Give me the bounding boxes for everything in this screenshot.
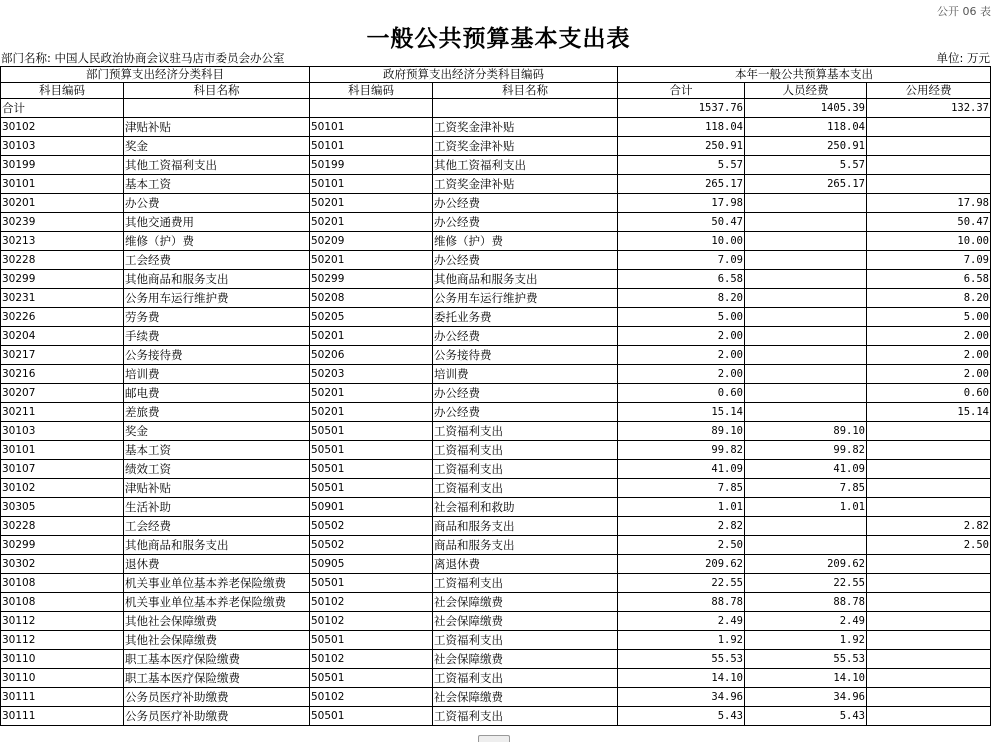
public-cell [867, 631, 991, 650]
dept-name-cell: 公务员医疗补助缴费 [124, 688, 310, 707]
gov-name-cell: 工资福利支出 [433, 707, 618, 726]
gov-name-cell: 工资福利支出 [433, 441, 618, 460]
total-cell: 89.10 [618, 422, 745, 441]
total-cell: 10.00 [618, 232, 745, 251]
dept-name-cell: 公务接待费 [124, 346, 310, 365]
public-cell: 2.00 [867, 327, 991, 346]
total-cell: 5.57 [618, 156, 745, 175]
dept-name-cell: 培训费 [124, 365, 310, 384]
gov-code-cell: 50101 [310, 137, 433, 156]
personnel-cell: 55.53 [745, 650, 867, 669]
public-cell [867, 479, 991, 498]
header-gov-code: 科目编码 [310, 83, 433, 99]
total-cell: 6.58 [618, 270, 745, 289]
dept-name-cell: 奖金 [124, 422, 310, 441]
gov-code-cell: 50501 [310, 631, 433, 650]
dept-name-cell: 其他社会保障缴费 [124, 631, 310, 650]
table-row [1, 365, 991, 384]
empty-cell [433, 99, 618, 118]
table-row [1, 574, 991, 593]
dept-code-cell: 30305 [1, 498, 124, 517]
total-cell: 99.82 [618, 441, 745, 460]
gov-name-cell: 工资奖金津补贴 [433, 137, 618, 156]
gov-name-cell: 工资福利支出 [433, 422, 618, 441]
dept-code-cell: 30199 [1, 156, 124, 175]
table-row [1, 156, 991, 175]
gov-name-cell: 社会保障缴费 [433, 593, 618, 612]
gov-name-cell: 社会保障缴费 [433, 688, 618, 707]
gov-name-cell: 工资福利支出 [433, 479, 618, 498]
public-cell [867, 441, 991, 460]
table-row [1, 175, 991, 194]
public-cell [867, 669, 991, 688]
public-cell: 7.09 [867, 251, 991, 270]
total-cell: 5.43 [618, 707, 745, 726]
public-cell [867, 612, 991, 631]
empty-cell [124, 99, 310, 118]
dept-code-cell: 30108 [1, 574, 124, 593]
total-cell: 7.09 [618, 251, 745, 270]
total-cell: 2.00 [618, 346, 745, 365]
gov-name-cell: 工资奖金津补贴 [433, 118, 618, 137]
gov-code-cell: 50501 [310, 574, 433, 593]
personnel-cell [745, 536, 867, 555]
personnel-cell [745, 346, 867, 365]
gov-name-cell: 工资福利支出 [433, 460, 618, 479]
personnel-cell [745, 289, 867, 308]
gov-name-cell: 工资福利支出 [433, 669, 618, 688]
gov-code-cell: 50102 [310, 593, 433, 612]
total-cell: 1.01 [618, 498, 745, 517]
dept-name-cell: 机关事业单位基本养老保险缴费 [124, 574, 310, 593]
dept-name-cell: 其他工资福利支出 [124, 156, 310, 175]
public-cell: 5.00 [867, 308, 991, 327]
total-cell: 209.62 [618, 555, 745, 574]
gov-name-cell: 公务用车运行维护费 [433, 289, 618, 308]
dept-name-cell: 公务员医疗补助缴费 [124, 707, 310, 726]
personnel-cell: 265.17 [745, 175, 867, 194]
total-cell: 250.91 [618, 137, 745, 156]
gov-name-cell: 工资奖金津补贴 [433, 175, 618, 194]
public-cell: 2.00 [867, 346, 991, 365]
table-row [1, 707, 991, 726]
header-personnel: 人员经费 [745, 83, 867, 99]
dept-code-cell: 30112 [1, 631, 124, 650]
dept-code-cell: 30101 [1, 441, 124, 460]
public-cell [867, 118, 991, 137]
table-row [1, 536, 991, 555]
personnel-cell: 41.09 [745, 460, 867, 479]
gov-code-cell: 50501 [310, 479, 433, 498]
gov-code-cell: 50502 [310, 517, 433, 536]
personnel-cell: 14.10 [745, 669, 867, 688]
dept-code-cell: 30226 [1, 308, 124, 327]
dept-code-cell: 30110 [1, 669, 124, 688]
gov-name-cell: 社会保障缴费 [433, 612, 618, 631]
gov-name-cell: 工资福利支出 [433, 574, 618, 593]
personnel-cell: 5.57 [745, 156, 867, 175]
unit-label: 单位: 万元 [936, 51, 990, 65]
total-cell: 15.14 [618, 403, 745, 422]
total-cell: 265.17 [618, 175, 745, 194]
personnel-cell: 1.01 [745, 498, 867, 517]
header-total: 合计 [618, 83, 745, 99]
personnel-cell: 209.62 [745, 555, 867, 574]
public-cell [867, 555, 991, 574]
dept-code-cell: 30108 [1, 593, 124, 612]
gov-name-cell: 办公经费 [433, 327, 618, 346]
gov-code-cell: 50201 [310, 213, 433, 232]
personnel-cell [745, 365, 867, 384]
public-cell: 8.20 [867, 289, 991, 308]
table-row [1, 669, 991, 688]
dept-code-cell: 30102 [1, 479, 124, 498]
budget-table [0, 66, 991, 726]
table-row [1, 118, 991, 137]
department-name: 部门名称: 中国人民政治协商会议驻马店市委员会办公室 [1, 51, 285, 65]
gov-name-cell: 公务接待费 [433, 346, 618, 365]
total-cell: 2.82 [618, 517, 745, 536]
public-cell [867, 593, 991, 612]
gov-code-cell: 50201 [310, 384, 433, 403]
gov-code-cell: 50208 [310, 289, 433, 308]
dept-name-cell: 手续费 [124, 327, 310, 346]
dept-code-cell: 30103 [1, 422, 124, 441]
personnel-cell: 250.91 [745, 137, 867, 156]
total-row [1, 99, 991, 118]
dept-name-cell: 基本工资 [124, 441, 310, 460]
total-cell: 2.00 [618, 327, 745, 346]
dept-code-cell: 30239 [1, 213, 124, 232]
dept-code-cell: 30101 [1, 175, 124, 194]
header-gov-group: 政府预算支出经济分类科目编码 [310, 67, 618, 83]
dept-name-cell: 职工基本医疗保险缴费 [124, 669, 310, 688]
table-row [1, 441, 991, 460]
header-column-row [1, 83, 991, 99]
dept-code-cell: 30103 [1, 137, 124, 156]
personnel-cell: 22.55 [745, 574, 867, 593]
personnel-cell: 89.10 [745, 422, 867, 441]
dept-code-cell: 30228 [1, 517, 124, 536]
gov-name-cell: 办公经费 [433, 403, 618, 422]
gov-name-cell: 办公经费 [433, 251, 618, 270]
personnel-cell: 118.04 [745, 118, 867, 137]
table-row [1, 384, 991, 403]
dept-name-cell: 办公费 [124, 194, 310, 213]
table-row [1, 650, 991, 669]
public-cell [867, 460, 991, 479]
gov-code-cell: 50102 [310, 650, 433, 669]
personnel-cell [745, 517, 867, 536]
public-cell [867, 422, 991, 441]
dept-name-cell: 其他商品和服务支出 [124, 536, 310, 555]
table-row [1, 346, 991, 365]
table-row [1, 631, 991, 650]
header-dept-code: 科目编码 [1, 83, 124, 99]
dept-name-cell: 工会经费 [124, 517, 310, 536]
gov-code-cell: 50501 [310, 422, 433, 441]
table-row [1, 593, 991, 612]
gov-code-cell: 50101 [310, 175, 433, 194]
dept-name-cell: 津贴补贴 [124, 479, 310, 498]
public-cell [867, 707, 991, 726]
public-cell: 0.60 [867, 384, 991, 403]
gov-name-cell: 其他工资福利支出 [433, 156, 618, 175]
dept-name-cell: 其他交通费用 [124, 213, 310, 232]
dept-code-cell: 30204 [1, 327, 124, 346]
gov-code-cell: 50102 [310, 612, 433, 631]
table-row [1, 327, 991, 346]
public-cell [867, 688, 991, 707]
gov-name-cell: 离退休费 [433, 555, 618, 574]
dept-name-cell: 生活补助 [124, 498, 310, 517]
gov-code-cell: 50901 [310, 498, 433, 517]
personnel-cell [745, 213, 867, 232]
table-row [1, 517, 991, 536]
gov-code-cell: 50205 [310, 308, 433, 327]
table-row [1, 460, 991, 479]
gov-name-cell: 办公经费 [433, 213, 618, 232]
public-cell: 2.00 [867, 365, 991, 384]
gov-name-cell: 社会保障缴费 [433, 650, 618, 669]
table-row [1, 137, 991, 156]
personnel-cell [745, 270, 867, 289]
total-public: 132.37 [867, 99, 991, 118]
total-cell: 5.00 [618, 308, 745, 327]
public-cell [867, 156, 991, 175]
total-cell: 2.00 [618, 365, 745, 384]
personnel-cell [745, 251, 867, 270]
dept-code-cell: 30201 [1, 194, 124, 213]
total-cell: 17.98 [618, 194, 745, 213]
table-row [1, 251, 991, 270]
total-cell: 34.96 [618, 688, 745, 707]
personnel-cell: 99.82 [745, 441, 867, 460]
public-cell: 2.82 [867, 517, 991, 536]
table-row [1, 308, 991, 327]
header-dept-group: 部门预算支出经济分类科目 [1, 67, 310, 83]
total-cell: 41.09 [618, 460, 745, 479]
total-personnel: 1405.39 [745, 99, 867, 118]
header-group-row [1, 67, 991, 83]
dept-code-cell: 30211 [1, 403, 124, 422]
public-cell: 50.47 [867, 213, 991, 232]
gov-code-cell: 50209 [310, 232, 433, 251]
public-cell: 6.58 [867, 270, 991, 289]
personnel-cell: 2.49 [745, 612, 867, 631]
public-cell [867, 574, 991, 593]
public-cell [867, 650, 991, 669]
public-cell [867, 175, 991, 194]
gov-code-cell: 50501 [310, 669, 433, 688]
dept-name-cell: 退休费 [124, 555, 310, 574]
total-cell: 55.53 [618, 650, 745, 669]
gov-code-cell: 50203 [310, 365, 433, 384]
total-sum: 1537.76 [618, 99, 745, 118]
public-cell [867, 137, 991, 156]
gov-code-cell: 50299 [310, 270, 433, 289]
table-row [1, 403, 991, 422]
total-cell: 118.04 [618, 118, 745, 137]
total-cell: 0.60 [618, 384, 745, 403]
gov-code-cell: 50201 [310, 327, 433, 346]
total-cell: 88.78 [618, 593, 745, 612]
table-row [1, 194, 991, 213]
header-gov-name: 科目名称 [433, 83, 618, 99]
gov-code-cell: 50201 [310, 403, 433, 422]
personnel-cell [745, 403, 867, 422]
gov-code-cell: 50501 [310, 707, 433, 726]
dept-code-cell: 30213 [1, 232, 124, 251]
public-cell: 10.00 [867, 232, 991, 251]
dept-code-cell: 30231 [1, 289, 124, 308]
personnel-cell: 34.96 [745, 688, 867, 707]
total-cell: 2.50 [618, 536, 745, 555]
table-row [1, 270, 991, 289]
table-row [1, 688, 991, 707]
dept-name-cell: 机关事业单位基本养老保险缴费 [124, 593, 310, 612]
table-row [1, 232, 991, 251]
total-cell: 1.92 [618, 631, 745, 650]
dept-code-cell: 30299 [1, 536, 124, 555]
dept-name-cell: 邮电费 [124, 384, 310, 403]
gov-name-cell: 商品和服务支出 [433, 517, 618, 536]
total-cell: 2.49 [618, 612, 745, 631]
gov-name-cell: 商品和服务支出 [433, 536, 618, 555]
gov-name-cell: 办公经费 [433, 194, 618, 213]
header-dept-name: 科目名称 [124, 83, 310, 99]
gov-code-cell: 50501 [310, 460, 433, 479]
public-cell: 17.98 [867, 194, 991, 213]
public-cell: 2.50 [867, 536, 991, 555]
table-row [1, 479, 991, 498]
table-row [1, 289, 991, 308]
dept-name-cell: 其他社会保障缴费 [124, 612, 310, 631]
personnel-cell [745, 384, 867, 403]
dept-code-cell: 30216 [1, 365, 124, 384]
gov-name-cell: 委托业务费 [433, 308, 618, 327]
personnel-cell [745, 232, 867, 251]
dept-code-cell: 30299 [1, 270, 124, 289]
header-budget-group: 本年一般公共预算基本支出 [618, 67, 991, 83]
table-row [1, 555, 991, 574]
dept-code-cell: 30228 [1, 251, 124, 270]
dept-name-cell: 差旅费 [124, 403, 310, 422]
header-public: 公用经费 [867, 83, 991, 99]
dept-code-cell: 30107 [1, 460, 124, 479]
personnel-cell [745, 194, 867, 213]
gov-code-cell: 50201 [310, 194, 433, 213]
gov-name-cell: 社会福利和救助 [433, 498, 618, 517]
table-row [1, 422, 991, 441]
gov-code-cell: 50502 [310, 536, 433, 555]
personnel-cell: 5.43 [745, 707, 867, 726]
page-title: 一般公共预算基本支出表 [366, 25, 631, 52]
dept-name-cell: 公务用车运行维护费 [124, 289, 310, 308]
total-cell: 50.47 [618, 213, 745, 232]
dept-name-cell: 劳务费 [124, 308, 310, 327]
table-number-tag: 公开 06 表 [937, 5, 991, 18]
personnel-cell: 7.85 [745, 479, 867, 498]
gov-name-cell: 其他商品和服务支出 [433, 270, 618, 289]
personnel-cell [745, 327, 867, 346]
dept-code-cell: 30111 [1, 688, 124, 707]
total-cell: 22.55 [618, 574, 745, 593]
total-cell: 14.10 [618, 669, 745, 688]
dept-name-cell: 奖金 [124, 137, 310, 156]
dept-name-cell: 维修（护）费 [124, 232, 310, 251]
table-meta [0, 50, 990, 66]
gov-name-cell: 培训费 [433, 365, 618, 384]
dept-code-cell: 30217 [1, 346, 124, 365]
dept-code-cell: 30102 [1, 118, 124, 137]
gov-code-cell: 50102 [310, 688, 433, 707]
dept-code-cell: 30207 [1, 384, 124, 403]
dept-name-cell: 基本工资 [124, 175, 310, 194]
empty-cell [310, 99, 433, 118]
dept-code-cell: 30110 [1, 650, 124, 669]
gov-code-cell: 50206 [310, 346, 433, 365]
gov-code-cell: 50199 [310, 156, 433, 175]
dept-code-cell: 30112 [1, 612, 124, 631]
dept-name-cell: 津贴补贴 [124, 118, 310, 137]
dept-name-cell: 职工基本医疗保险缴费 [124, 650, 310, 669]
personnel-cell [745, 308, 867, 327]
gov-name-cell: 办公经费 [433, 384, 618, 403]
table-row [1, 498, 991, 517]
gov-name-cell: 维修（护）费 [433, 232, 618, 251]
table-row [1, 213, 991, 232]
gov-code-cell: 50501 [310, 441, 433, 460]
gov-code-cell: 50905 [310, 555, 433, 574]
personnel-cell: 1.92 [745, 631, 867, 650]
gov-code-cell: 50201 [310, 251, 433, 270]
dept-name-cell: 工会经费 [124, 251, 310, 270]
total-label: 合计 [1, 99, 124, 118]
total-cell: 7.85 [618, 479, 745, 498]
table-row [1, 612, 991, 631]
personnel-cell: 88.78 [745, 593, 867, 612]
dept-name-cell: 其他商品和服务支出 [124, 270, 310, 289]
gov-code-cell: 50101 [310, 118, 433, 137]
dept-name-cell: 绩效工资 [124, 460, 310, 479]
dept-code-cell: 30302 [1, 555, 124, 574]
public-cell [867, 498, 991, 517]
public-cell: 15.14 [867, 403, 991, 422]
dept-code-cell: 30111 [1, 707, 124, 726]
gov-name-cell: 工资福利支出 [433, 631, 618, 650]
total-cell: 8.20 [618, 289, 745, 308]
